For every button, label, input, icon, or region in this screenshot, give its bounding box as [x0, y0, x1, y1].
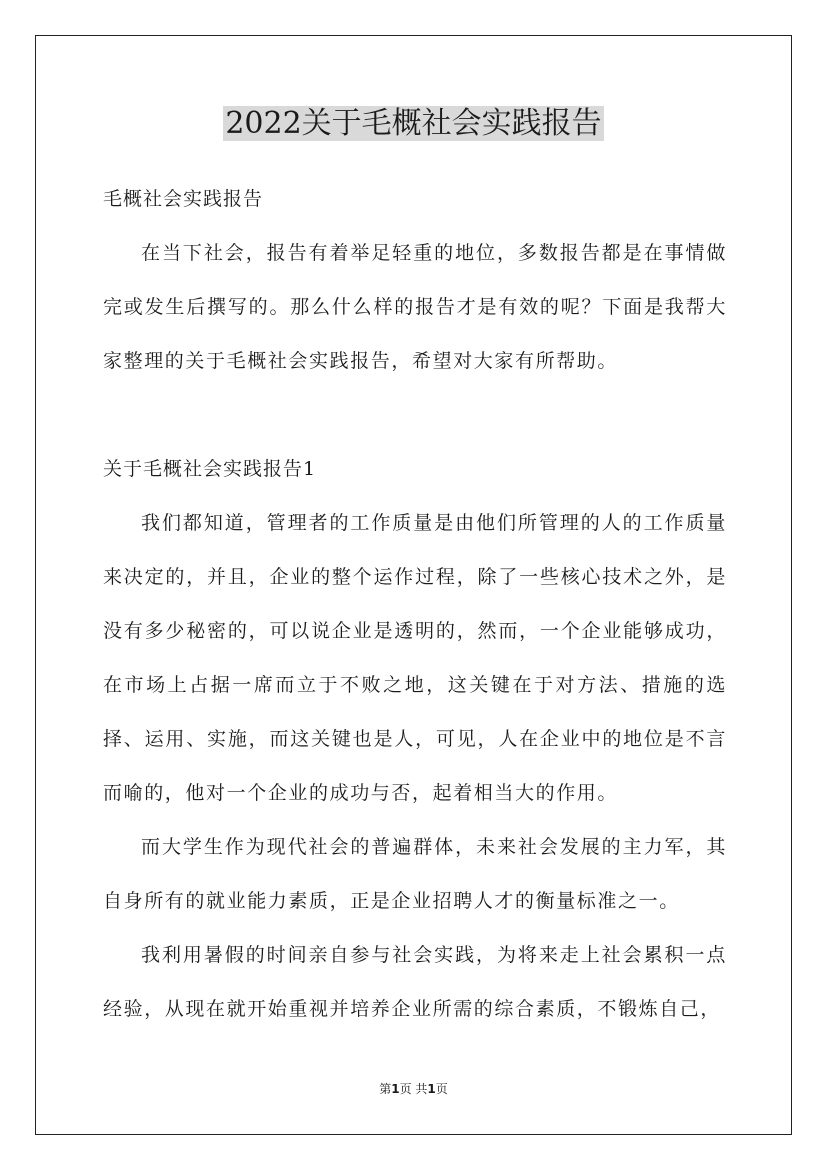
- page-footer: [0, 1080, 827, 1097]
- body-paragraph: 我利用暑假的时间亲自参与社会实践，为将来走上社会累积一点经验，从现在就开始重视并培养企业所需的综合素质，不锻炼自己，: [103, 944, 727, 1020]
- page-prefix: 第: [379, 1082, 392, 1096]
- section-heading: 关于毛概社会实践报告1: [103, 458, 317, 480]
- page-mid: 页 共: [399, 1082, 428, 1096]
- section-spacer: [103, 388, 727, 442]
- document-title: [0, 104, 827, 144]
- page-suffix: 页: [435, 1082, 448, 1096]
- body-paragraph: 我们都知道，管理者的工作质量是由他们所管理的人的工作质量来决定的，并且，企业的整个运作过程，除了一些核心技术之外，是没有多少秘密的，可以说企业是透明的，然而，一个企业能够成功，在市场上占据一席而立于不败之地，这关键在于对方法、措施的选择、运用、实施，而这关键也是人，可见，人在企业中的地位是不言而喻的，他对一个企业的成功与否，起着相当大的作用。: [103, 512, 727, 804]
- page-total: 1: [427, 1082, 436, 1096]
- page-current: 1: [391, 1082, 400, 1096]
- intro-paragraph: 在当下社会，报告有着举足轻重的地位，多数报告都是在事情做完或发生后撰写的。那么什么样的报告才是有效的呢？下面是我帮大家整理的关于毛概社会实践报告，希望对大家有所帮助。: [103, 242, 727, 372]
- document-title-text: 2022关于毛概社会实践报告: [225, 106, 602, 141]
- document-body: [103, 172, 727, 1036]
- body-paragraph: 而大学生作为现代社会的普遍群体，未来社会发展的主力军，其自身所有的就业能力素质，正是企业招聘人才的衡量标准之一。: [103, 836, 727, 912]
- document-subtitle: 毛概社会实践报告: [103, 188, 264, 210]
